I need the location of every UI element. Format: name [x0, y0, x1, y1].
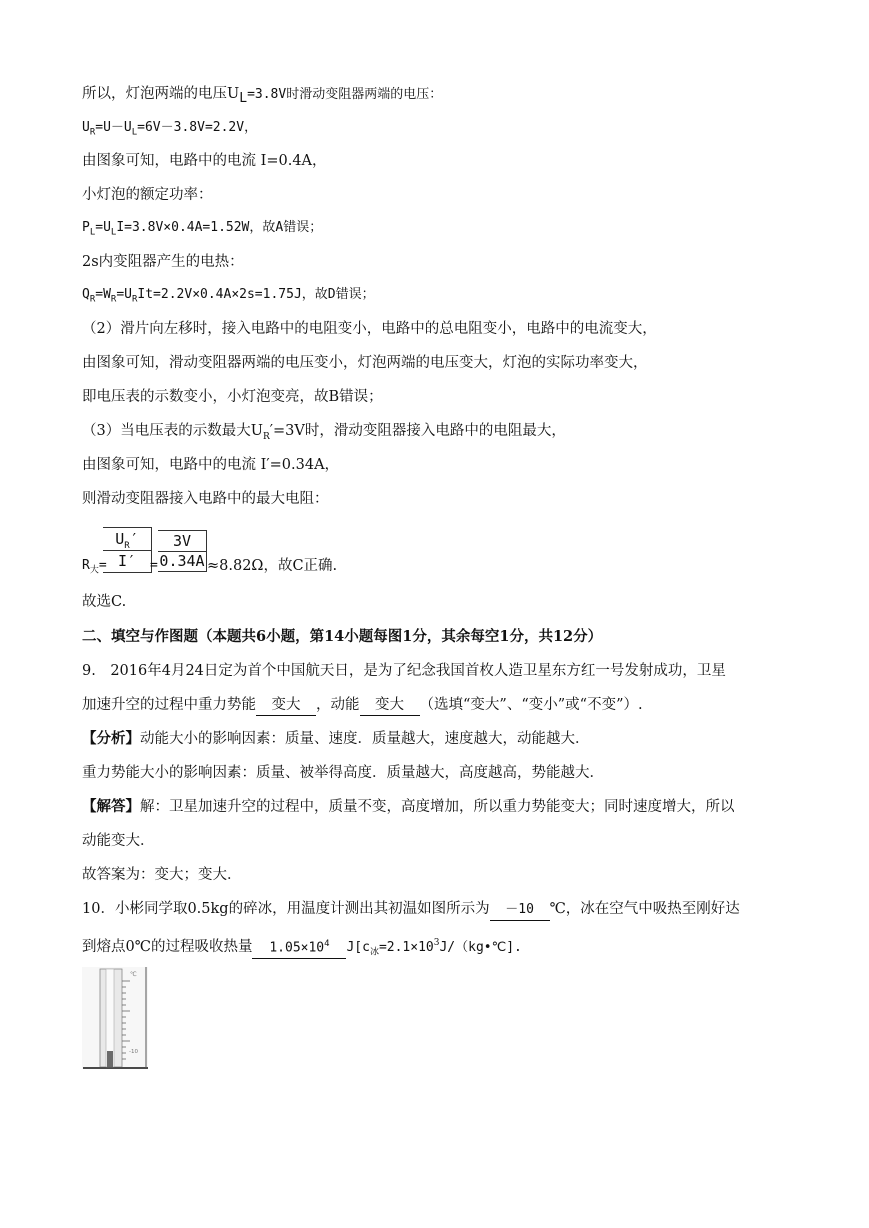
q10-answer-2: $1.05\times 10^4$: [252, 934, 346, 959]
thermo-unit-label: ℃: [130, 971, 137, 978]
line-8: （2）滑片向左移时，接入电路中的电阻变小，电路中的总电阻变小，电路中的电流变大，: [82, 321, 657, 337]
line-5: $P_L=U_LI=3.8V\times 0.4A=1.52W$，故A错误；: [82, 220, 323, 238]
analysis-line-1: 【分析】动能大小的影响因素：质量、速度．质量越大，速度越大，动能越大．: [82, 730, 590, 747]
r-label: $R_大=$: [82, 558, 107, 576]
frac-eq2: =: [150, 558, 158, 573]
solution-line-2: 动能变大．: [82, 833, 155, 849]
line-6: 2s内变阻器产生的电热：: [82, 254, 244, 270]
analysis-line-2: 重力势能大小的影响因素：质量、被举得高度．质量越大，高度越高，势能越大．: [82, 765, 604, 781]
line-13: 则滑动变阻器接入电路中的最大电阻：: [82, 491, 329, 507]
line-7: $Q_R=W_R=U_RIt=2.2V\times 0.4A\times 2s=1.75J$，故D错误；: [82, 287, 375, 305]
line-11: （3）当电压表的示数最大$U_R'=3V$时，滑动变阻器接入电路中的电阻最大，: [82, 423, 566, 442]
frac2-denominator: 0.34A: [158, 551, 207, 572]
line-9: 由图象可知，滑动变阻器两端的电压变小，灯泡两端的电压变大，灯泡的实际功率变大，: [82, 355, 648, 371]
answer-line: 故答案为：变大；变大．: [82, 867, 242, 883]
thermometer-liquid: [107, 1051, 113, 1067]
line-1: 所以，灯泡两端的电压$U_L=3.8V$时滑动变阻器两端的电压：: [82, 86, 443, 106]
q10-line-2: 到熔点0℃的过程吸收热量 $1.05\times 10^4$ $J[c_冰=2.1\times 10^3J/(kg•℃]$.: [82, 933, 522, 963]
frac1-numerator: $U_R'$: [103, 527, 152, 551]
frac-result: ≈8.82Ω，故C正确.: [207, 558, 338, 574]
section-heading: 二、填空与作图题（本题共6小题，第14小题每图1分，其余每空1分，共12分）: [82, 628, 603, 645]
q10-answer-1: －10: [490, 900, 550, 921]
line-12: 由图象可知，电路中的电流 I′=0.34A，: [82, 457, 340, 473]
line-3: 由图象可知，电路中的电流 I=0.4A，: [82, 153, 327, 169]
q9-answer-2: 变大: [360, 695, 420, 716]
frac1-denominator: I′: [103, 550, 152, 573]
q9-answer-1: 变大: [256, 695, 316, 716]
frac2-numerator: 3V: [158, 530, 207, 552]
thermometer-svg: [82, 967, 148, 1069]
thermometer-figure: [82, 967, 148, 1069]
thermo-tick-label: -10: [129, 1049, 138, 1055]
solution-line-1: 【解答】解：卫星加速升空的过程中，质量不变，高度增加，所以重力势能变大；同时速度增大，所以: [82, 798, 735, 815]
line-choice: 故选C.: [82, 594, 127, 610]
line-10: 即电压表的示数变小，小灯泡变亮，故B错误；: [82, 389, 383, 405]
line-4: 小灯泡的额定功率：: [82, 187, 213, 203]
line-2: $U_R=U-U_L=6V-3.8V=2.2V$，: [82, 120, 258, 138]
q10-line-1: 10．小彬同学取0.5kg的碎冰，用温度计测出其初温如图所示为 －10 ℃，冰在空气中吸热至刚好达: [82, 899, 740, 921]
q9-line-1: 9. 2016年4月24日定为首个中国航天日，是为了纪念我国首枚人造卫星东方红一号发射成功，卫星: [82, 663, 726, 679]
q9-line-2: 加速升空的过程中重力势能 变大 ，动能 变大 （选填“变大”、“变小”或“不变”）.: [82, 695, 643, 716]
